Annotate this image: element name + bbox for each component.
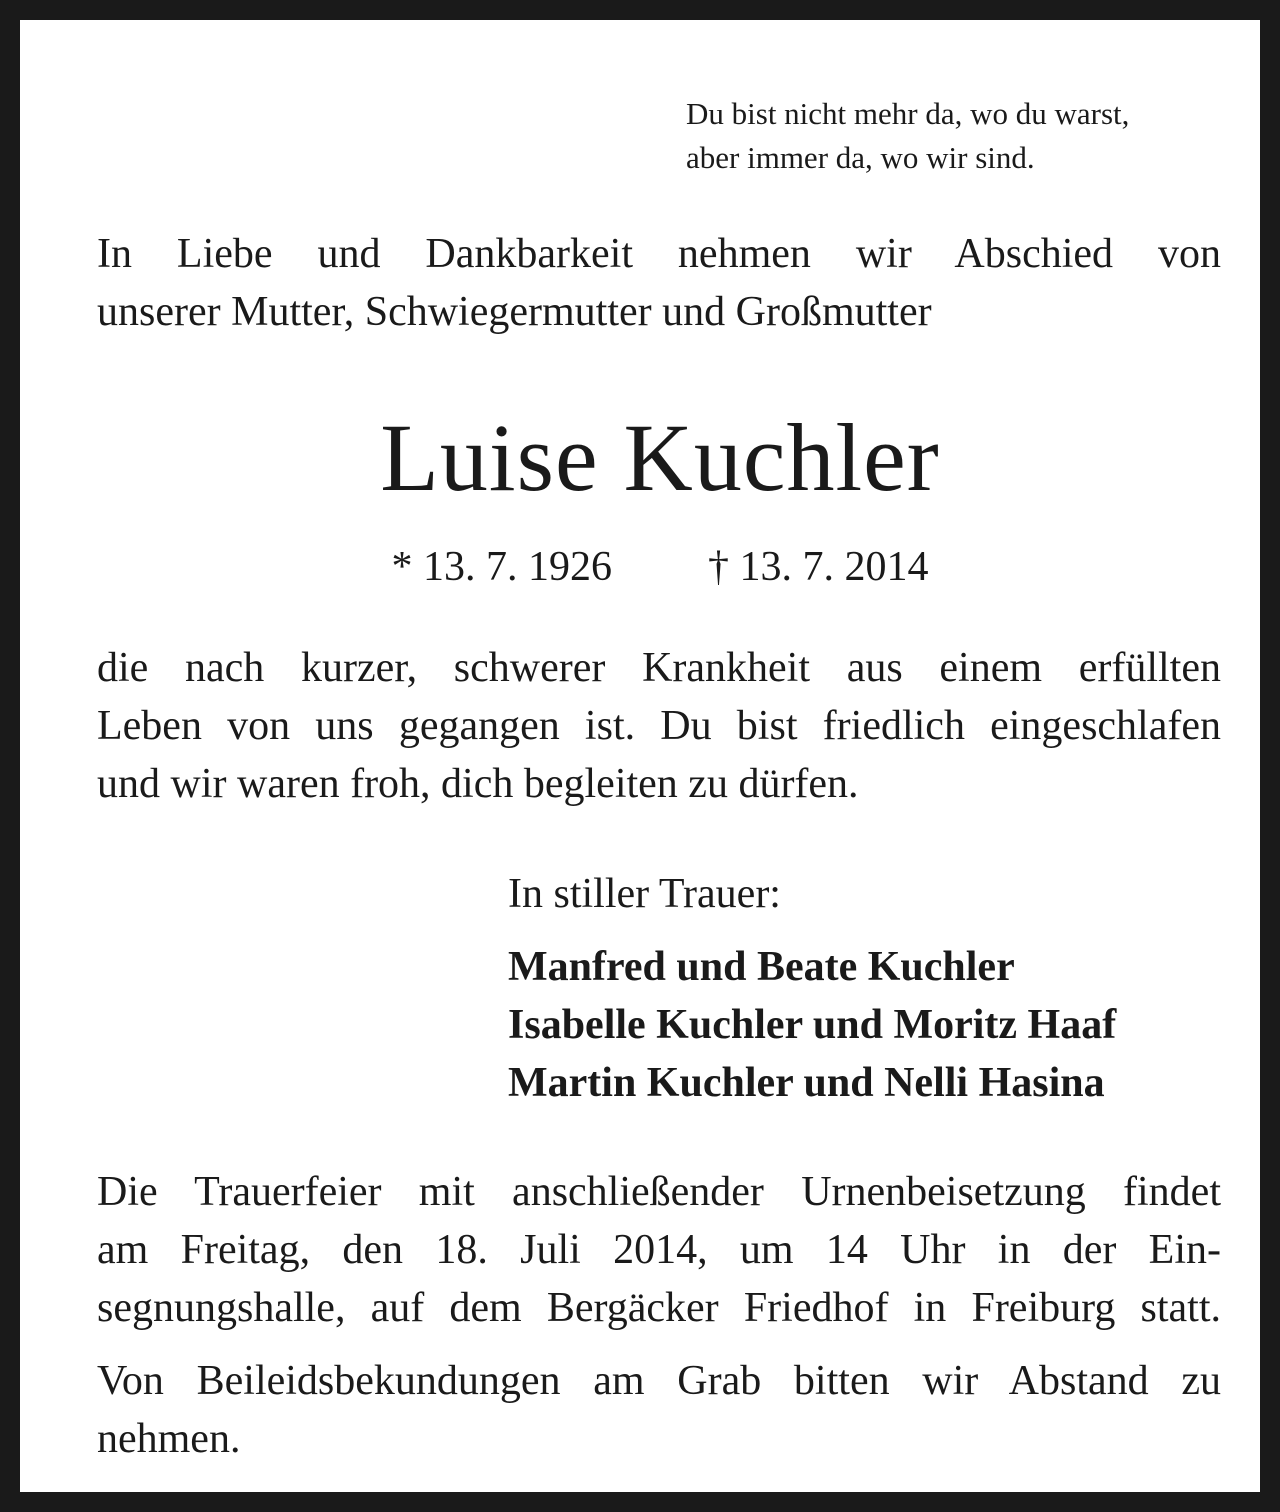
condolence-line-2: nehmen. xyxy=(97,1416,241,1462)
mourner-name: Isabelle Kuchler und Moritz Haaf xyxy=(508,1002,1117,1048)
death-date: † 13. 7. 2014 xyxy=(708,544,929,590)
motto-line-1: Du bist nicht mehr da, wo du warst, xyxy=(686,96,1130,131)
ceremony-line-3: segnungshalle, auf dem Bergäcker Friedhof in Freiburg statt. xyxy=(97,1285,1221,1331)
condolence-line-1: Von Beileidsbekundungen am Grab bitten wir Abstand zu xyxy=(97,1358,1221,1404)
motto-quote xyxy=(686,92,1226,180)
intro-line-1: In Liebe und Dankbarkeit nehmen wir Abschied von xyxy=(97,231,1221,277)
mourner-name: Manfred und Beate Kuchler xyxy=(508,944,1015,990)
birth-date: * 13. 7. 1926 xyxy=(391,544,612,590)
ceremony-line-1: Die Trauerfeier mit anschließender Urnenbeisetzung findet xyxy=(97,1169,1221,1215)
mourning-heading: In stiller Trauer: xyxy=(508,871,781,917)
mourners-list xyxy=(508,938,1228,1112)
ceremony-info xyxy=(97,1163,1221,1337)
intro-text xyxy=(97,225,1221,341)
deceased-name: Luise Kuchler xyxy=(380,404,940,511)
condolence-note xyxy=(97,1352,1221,1468)
body-line-1: die nach kurzer, schwerer Krankheit aus einem erfüllten xyxy=(97,645,1221,691)
life-dates xyxy=(20,538,1280,596)
motto-line-2: aber immer da, wo wir sind. xyxy=(686,140,1035,175)
body-line-2: Leben von uns gegangen ist. Du bist friedlich eingeschlafen xyxy=(97,703,1221,749)
ceremony-line-2: am Freitag, den 18. Juli 2014, um 14 Uhr in der Ein- xyxy=(97,1227,1221,1273)
intro-line-2: unserer Mutter, Schwiegermutter und Großmutter xyxy=(97,289,932,335)
body-line-3: und wir waren froh, dich begleiten zu dürfen. xyxy=(97,761,859,807)
obituary-body xyxy=(97,639,1221,813)
mourner-name: Martin Kuchler und Nelli Hasina xyxy=(508,1060,1105,1106)
